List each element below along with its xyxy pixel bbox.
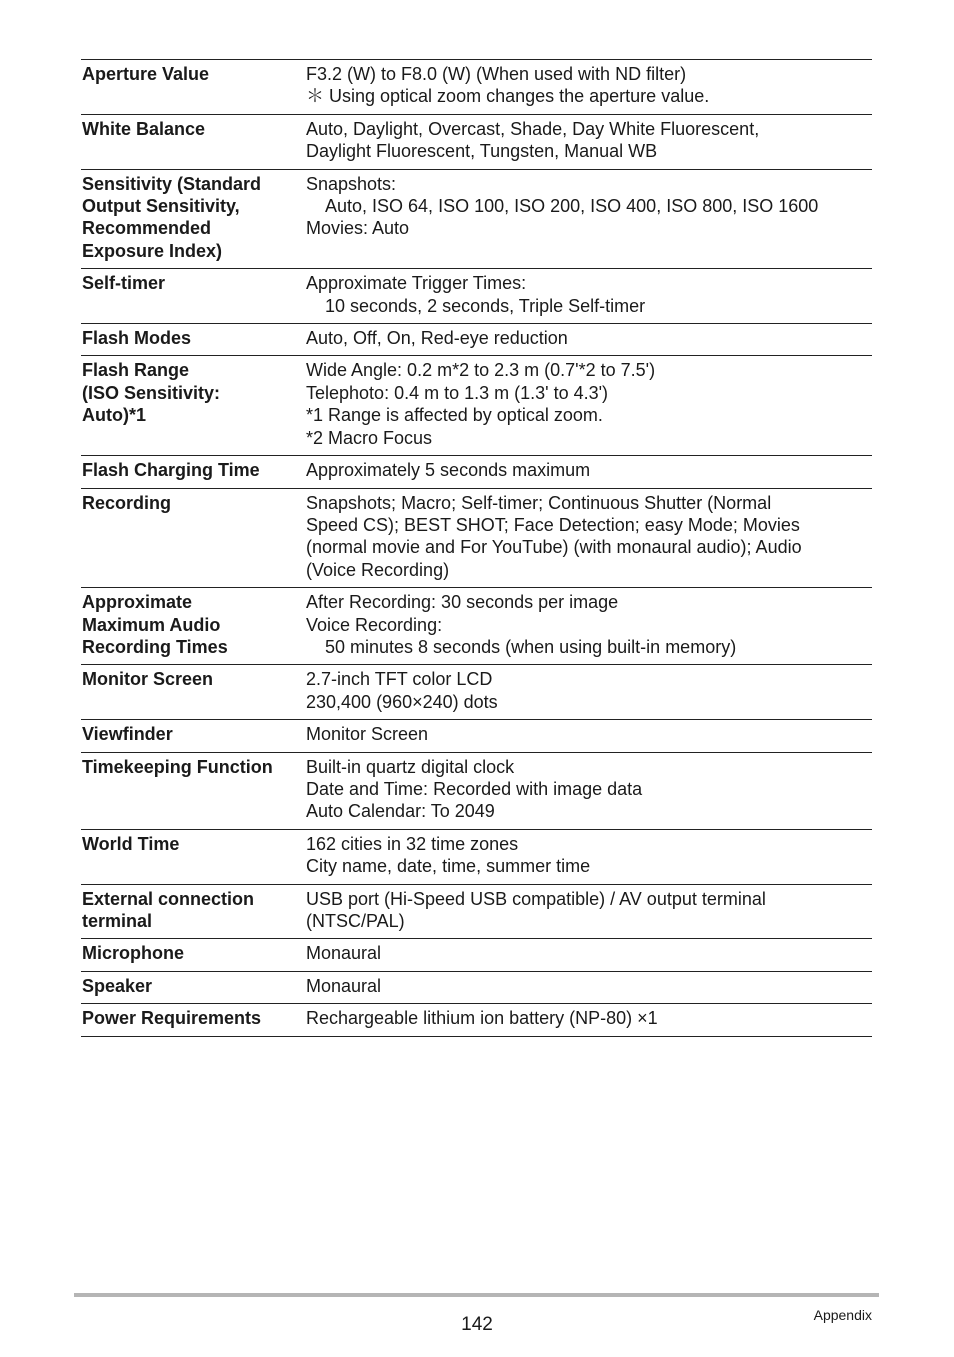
spec-row bbox=[81, 324, 872, 356]
spec-label bbox=[81, 173, 306, 263]
spec-value bbox=[306, 173, 872, 263]
spec-value bbox=[306, 1007, 872, 1029]
spec-value-line: Auto, ISO 64, ISO 100, ISO 200, ISO 400, ISO 800, ISO 1600 bbox=[325, 196, 819, 217]
spec-row bbox=[81, 356, 872, 456]
spec-value-line: USB port (Hi-Speed USB compatible) / AV output terminal bbox=[306, 888, 766, 909]
spec-label bbox=[81, 591, 306, 658]
spec-label-line: Approximate bbox=[82, 592, 193, 613]
spec-label bbox=[81, 942, 306, 964]
spec-label bbox=[81, 327, 306, 349]
spec-value-line: City name, date, time, summer time bbox=[306, 856, 591, 877]
spec-label-line: Auto)*1 bbox=[82, 405, 146, 426]
spec-value-line: 10 seconds, 2 seconds, Triple Self-timer bbox=[325, 295, 646, 316]
spec-value-line: Telephoto: 0.4 m to 1.3 m (1.3' to 4.3') bbox=[306, 382, 609, 403]
spec-label-line: Recommended bbox=[82, 218, 212, 239]
spec-value bbox=[306, 668, 872, 713]
spec-label-line: Flash Range bbox=[82, 360, 190, 381]
spec-value-line: Movies: Auto bbox=[306, 218, 410, 239]
spec-label-line: Monitor Screen bbox=[82, 669, 214, 690]
spec-value-line: Snapshots: bbox=[306, 173, 397, 194]
spec-label-line: (ISO Sensitivity: bbox=[82, 382, 221, 403]
spec-value-line: Wide Angle: 0.2 m*2 to 2.3 m (0.7'*2 to 7.5') bbox=[306, 360, 656, 381]
spec-value bbox=[306, 118, 872, 163]
spec-row bbox=[81, 269, 872, 324]
spec-row bbox=[81, 720, 872, 752]
spec-value bbox=[306, 492, 872, 582]
spec-row bbox=[81, 115, 872, 170]
spec-value-line: *2 Macro Focus bbox=[306, 427, 433, 448]
spec-value bbox=[306, 327, 872, 349]
spec-row bbox=[81, 939, 872, 971]
spec-label bbox=[81, 975, 306, 997]
spec-row bbox=[81, 885, 872, 940]
spec-label bbox=[81, 272, 306, 317]
spec-value bbox=[306, 942, 872, 964]
spec-value-line: After Recording: 30 seconds per image bbox=[306, 592, 619, 613]
spec-label-line: Self-timer bbox=[82, 273, 166, 294]
spec-value bbox=[306, 359, 872, 449]
spec-value bbox=[306, 833, 872, 878]
spec-value-line: Monitor Screen bbox=[306, 724, 429, 745]
spec-label bbox=[81, 359, 306, 449]
spec-label bbox=[81, 492, 306, 582]
spec-value-line: Rechargeable lithium ion battery (NP-80) ×1 bbox=[306, 1008, 658, 1029]
spec-value-line: F3.2 (W) to F8.0 (W) (When used with ND filter) bbox=[306, 64, 687, 84]
spec-value-line: Built-in quartz digital clock bbox=[306, 756, 515, 777]
spec-row bbox=[81, 456, 872, 488]
spec-row bbox=[81, 1004, 872, 1036]
spec-row bbox=[81, 170, 872, 270]
spec-label-line: Microphone bbox=[82, 943, 184, 964]
spec-value-line: Speed CS); BEST SHOT; Face Detection; easy Mode; Movies bbox=[306, 514, 800, 535]
spec-label-line: Recording bbox=[82, 492, 172, 513]
spec-value bbox=[306, 591, 872, 658]
spec-label-line: terminal bbox=[82, 911, 153, 931]
spec-value bbox=[306, 723, 872, 745]
spec-row bbox=[81, 60, 872, 115]
spec-label bbox=[81, 63, 306, 108]
spec-label-line: Speaker bbox=[82, 975, 153, 996]
spec-label bbox=[81, 833, 306, 878]
spec-label-line: Maximum Audio bbox=[82, 614, 221, 635]
spec-label bbox=[81, 888, 306, 933]
spec-label bbox=[81, 668, 306, 713]
spec-value-line: (NTSC/PAL) bbox=[306, 911, 405, 931]
spec-label bbox=[81, 118, 306, 163]
spec-label bbox=[81, 459, 306, 481]
spec-label-line: Flash Modes bbox=[82, 328, 192, 349]
spec-value-line: Monaural bbox=[306, 975, 382, 996]
spec-value-line: Auto, Daylight, Overcast, Shade, Day White Fluorescent, bbox=[306, 118, 760, 139]
spec-table bbox=[81, 59, 872, 1037]
spec-value bbox=[306, 459, 872, 481]
spec-value-line: *1 Range is affected by optical zoom. bbox=[306, 405, 603, 426]
spec-row bbox=[81, 588, 872, 665]
spec-value-line: Date and Time: Recorded with image data bbox=[306, 778, 643, 799]
spec-value bbox=[306, 888, 872, 933]
spec-value bbox=[306, 756, 872, 823]
spec-value bbox=[306, 63, 872, 108]
spec-label-line: Flash Charging Time bbox=[82, 460, 260, 481]
spec-row bbox=[81, 489, 872, 589]
spec-value-line: Auto Calendar: To 2049 bbox=[306, 801, 495, 822]
spec-label-line: Viewfinder bbox=[82, 724, 173, 745]
spec-label-line: White Balance bbox=[82, 118, 206, 139]
spec-value bbox=[306, 975, 872, 997]
footer-divider bbox=[74, 1293, 879, 1297]
spec-label-line: World Time bbox=[82, 833, 180, 854]
spec-value-line: 162 cities in 32 time zones bbox=[306, 833, 519, 854]
spec-value-line: ＊ Using optical zoom changes the aperture value. bbox=[306, 86, 710, 107]
spec-label-line: Output Sensitivity, bbox=[82, 196, 240, 217]
spec-label-line: Recording Times bbox=[82, 636, 228, 657]
spec-value-line: Snapshots; Macro; Self-timer; Continuous Shutter (Normal bbox=[306, 492, 772, 513]
spec-label-line: Timekeeping Function bbox=[82, 756, 273, 777]
spec-row bbox=[81, 972, 872, 1004]
section-label: Appendix bbox=[813, 1307, 872, 1323]
spec-label-line: Aperture Value bbox=[82, 64, 210, 84]
spec-value-line: (Voice Recording) bbox=[306, 559, 450, 580]
spec-label-line: Sensitivity (Standard bbox=[82, 173, 262, 194]
spec-label-line: Exposure Index) bbox=[82, 240, 223, 261]
spec-row bbox=[81, 665, 872, 720]
spec-label-line: Power Requirements bbox=[82, 1008, 262, 1029]
spec-value-line: Daylight Fluorescent, Tungsten, Manual WB bbox=[306, 141, 658, 162]
spec-row bbox=[81, 830, 872, 885]
spec-value-line: Monaural bbox=[306, 943, 382, 964]
spec-label bbox=[81, 756, 306, 823]
page-number: 142 bbox=[461, 1314, 493, 1335]
spec-value bbox=[306, 272, 872, 317]
spec-value-line: (normal movie and For YouTube) (with monaural audio); Audio bbox=[306, 537, 802, 558]
spec-row bbox=[81, 753, 872, 830]
spec-value-line: Approximately 5 seconds maximum bbox=[306, 460, 591, 481]
spec-value-line: Approximate Trigger Times: bbox=[306, 273, 527, 294]
spec-label bbox=[81, 1007, 306, 1029]
spec-value-line: Auto, Off, On, Red-eye reduction bbox=[306, 328, 568, 349]
spec-label-line: External connection bbox=[82, 888, 255, 909]
spec-value-line: 230,400 (960×240) dots bbox=[306, 691, 498, 712]
spec-label bbox=[81, 723, 306, 745]
spec-value-line: 2.7-inch TFT color LCD bbox=[306, 669, 493, 690]
spec-value-line: Voice Recording: bbox=[306, 614, 443, 635]
spec-value-line: 50 minutes 8 seconds (when using built-in memory) bbox=[325, 636, 737, 657]
